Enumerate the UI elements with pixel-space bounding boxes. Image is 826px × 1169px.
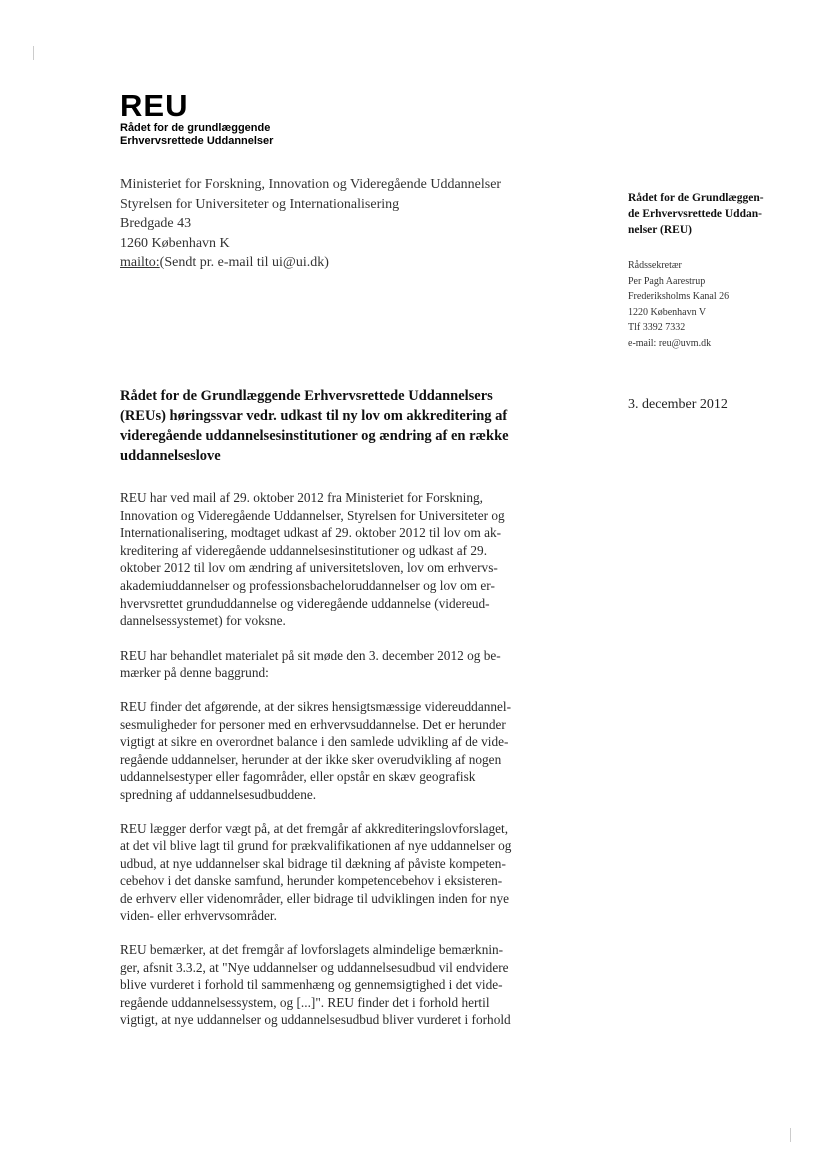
body-line: oktober 2012 til lov om ændring af universitetsloven, lov om erhvervs-: [120, 560, 498, 576]
recipient-line: 1260 København K: [120, 235, 230, 251]
body-paragraph: [120, 489, 562, 630]
body-line: sesmuligheder for personer med en erhvervsuddannelse. Det er herunder: [120, 716, 506, 732]
heading-line: Rådet for de Grundlæggende Erhvervsrettede Uddannelsers: [120, 388, 493, 404]
sender-title-line: nelser (REU): [628, 224, 692, 236]
body-paragraph: [120, 698, 562, 804]
sender-sidebar: [628, 190, 803, 351]
sender-title-line: Rådet for de Grundlæggen-: [628, 192, 764, 204]
body-line: REU har ved mail af 29. oktober 2012 fra Ministeriet for Forskning,: [120, 490, 484, 505]
body-line: cebehov i det danske samfund, herunder kompetencebehov i eksisteren-: [120, 873, 503, 889]
contact-line: Frederiksholms Kanal 26: [628, 291, 730, 302]
body-line: REU har behandlet materialet på sit møde den 3. december 2012 og be-: [120, 647, 501, 663]
body-line: hvervsrettet grunduddannelse og videregående uddannelse (videreud-: [120, 595, 490, 611]
body-paragraph: [120, 820, 562, 926]
body-line: akademiuddannelser og professionsbacheloruddannelser og lov om er-: [120, 577, 495, 593]
body-line: ger, afsnit 3.3.2, at "Nye uddannelser og uddannelsesudbud vil endvidere: [120, 959, 509, 975]
heading-line: (REUs) høringssvar vedr. udkast til ny lov om akkreditering af: [120, 408, 508, 424]
mailto-link[interactable]: mailto:: [120, 255, 160, 270]
contact-line: Per Pagh Aarestrup: [628, 275, 706, 287]
recipient-mailto: [120, 253, 560, 273]
recipient-address: [120, 175, 560, 273]
scan-margin-mark-bottom: [790, 1128, 791, 1142]
heading-line: videregående uddannelsesinstitutioner og ændring af en række: [120, 428, 509, 444]
body-line: vigtigt, at nye uddannelser og uddannelsesudbud bliver vurderet i forhold: [120, 1012, 511, 1028]
body-line: udbud, at nye uddannelser skal bidrage til dækning af påviste kompeten-: [120, 855, 506, 871]
body-paragraph: [120, 941, 562, 1029]
sender-title-line: de Erhvervsrettede Uddan-: [628, 208, 762, 220]
logo-subtitle-line2: Erhvervsrettede Uddannelser: [120, 135, 274, 147]
contact-line: Rådssekretær: [628, 260, 682, 271]
body-line: spredning af uddannelsesudbuddene.: [120, 786, 317, 802]
mailto-note: (Sendt pr. e-mail til ui@ui.dk): [159, 255, 329, 270]
body-line: kreditering af videregående uddannelsesinstitutioner og udkast af 29.: [120, 542, 488, 558]
logo-mark: REU: [120, 88, 189, 123]
body-line: blive vurderet i forhold til sammenhæng og gennemsigtighed i det vide-: [120, 977, 503, 993]
body-line: Innovation og Videregående Uddannelser, Styrelsen for Universiteter og: [120, 507, 505, 523]
body-line: Internationalisering, modtaget udkast af 29. oktober 2012 til lov om ak-: [120, 525, 502, 541]
body-line: uddannelsestyper eller fagområder, eller opstår en skæv geografisk: [120, 769, 476, 785]
body-line: regående uddannelsessystem, og [...]". REU finder det i forhold hertil: [120, 994, 490, 1010]
body-paragraph: [120, 647, 562, 682]
body-line: REU lægger derfor vægt på, at det fremgår af akkrediteringslovforslaget,: [120, 820, 509, 836]
scan-margin-mark-top: [33, 46, 34, 60]
body-line: regående uddannelser, herunder at der ikke sker overudvikling af nogen: [120, 751, 502, 767]
body-line: vigtigt at sikre en overordnet balance i den samlede udvikling af de vide-: [120, 734, 509, 750]
body-line: mærker på denne baggrund:: [120, 665, 269, 681]
logo-subtitle-line1: Rådet for de grundlæggende: [120, 122, 271, 134]
recipient-line: Ministeriet for Forskning, Innovation og Videregående Uddannelser: [120, 177, 502, 192]
body-line: viden- eller erhvervsområder.: [120, 908, 277, 924]
heading-line: uddannelseslove: [120, 448, 221, 464]
body-line: de erhverv eller videnområder, eller bidrage til udviklingen inden for nye: [120, 890, 509, 906]
recipient-line: Styrelsen for Universiteter og Internationalisering: [120, 196, 400, 212]
letter-heading: [120, 386, 550, 466]
recipient-line: Bredgade 43: [120, 216, 192, 231]
letter-date: 3. december 2012: [628, 397, 728, 412]
sender-title: [628, 190, 803, 238]
body-line: at det vil blive lagt til grund for prækvalifikationen af nye uddannelser og: [120, 838, 512, 854]
body-line: REU bemærker, at det fremgår af lovforslagets almindelige bemærknin-: [120, 942, 504, 958]
sender-contact: [628, 258, 803, 351]
contact-line: e-mail: reu@uvm.dk: [628, 337, 712, 349]
letterhead-logo: [120, 90, 273, 148]
letter-body: [120, 489, 562, 1045]
contact-line: 1220 København V: [628, 306, 707, 318]
body-line: dannelsessystemet) for voksne.: [120, 613, 286, 629]
contact-line: Tlf 3392 7332: [628, 322, 686, 333]
body-line: REU finder det afgørende, at der sikres hensigtsmæssige videreuddannel-: [120, 698, 512, 714]
